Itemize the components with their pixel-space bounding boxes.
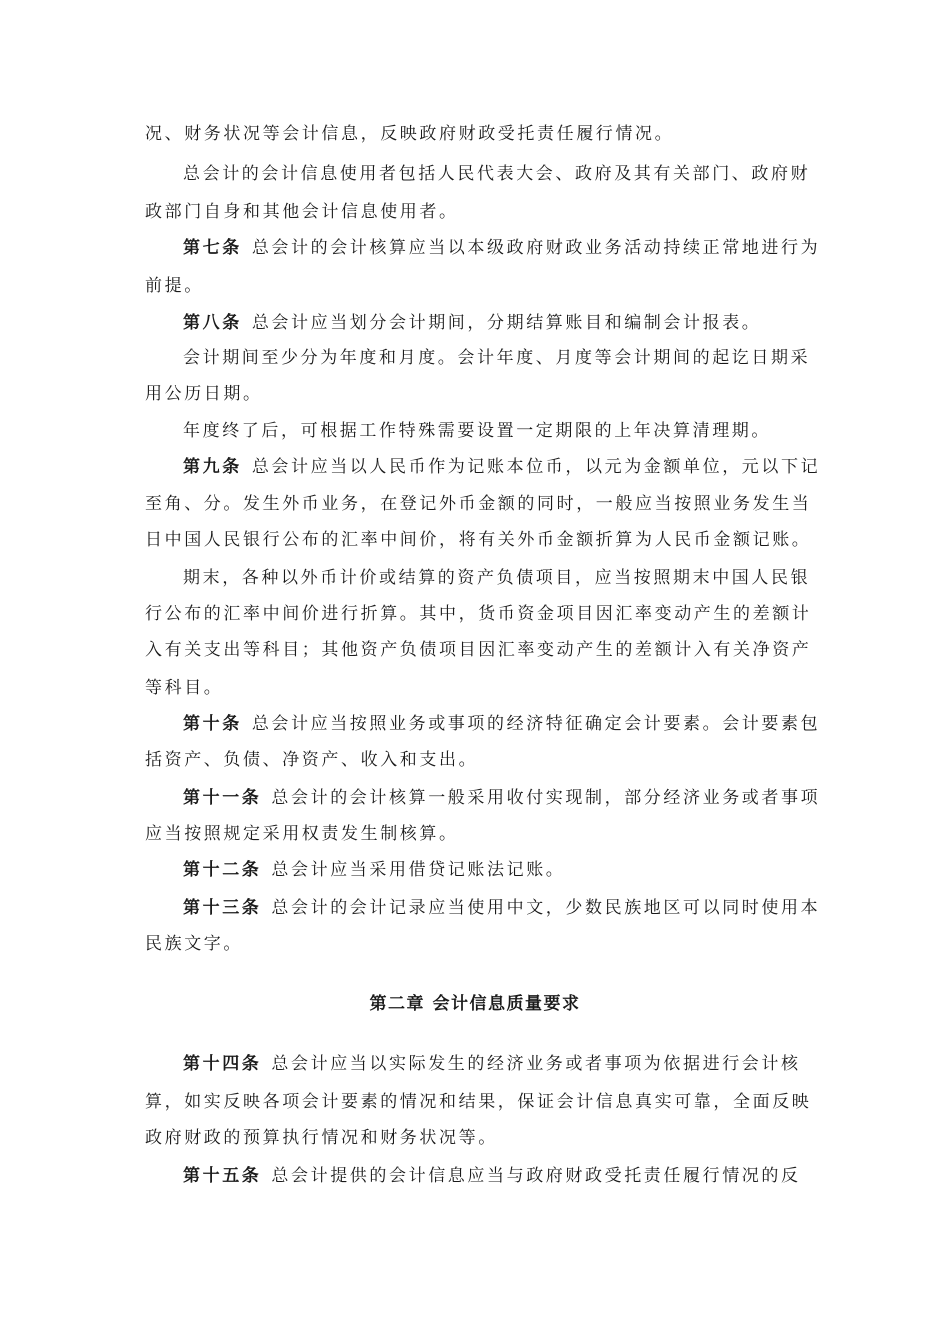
text-line: 会计期间至少分为年度和月度。会计年度、月度等会计期间的起讫日期采 <box>183 348 811 368</box>
text-line: 总会计的会计核算应当以本级政府财政业务活动持续正常地进行为 <box>251 238 821 258</box>
text-line: 等科目。 <box>145 678 224 698</box>
article-number: 第九条 <box>183 457 242 477</box>
text-line: 政府财政的预算执行情况和财务状况等。 <box>145 1128 498 1148</box>
article-number: 第十一条 <box>183 788 262 808</box>
article-first-line <box>183 858 815 882</box>
article-first-line <box>183 455 821 479</box>
text-line: 总会计应当以人民币作为记账本位币，以元为金额单位，元以下记 <box>251 457 821 477</box>
text-line: 用公历日期。 <box>145 384 263 404</box>
text-line: 前提。 <box>145 276 204 296</box>
text-line: 总会计应当按照业务或事项的经济特征确定会计要素。会计要素包 <box>251 714 821 734</box>
text-line: 总会计的会计核算一般采用收付实现制，部分经济业务或者事项 <box>271 788 821 808</box>
text-line: 入有关支出等科目；其他资产负债项目因汇率变动产生的差额计入有关净资产 <box>145 640 812 660</box>
article-number: 第十二条 <box>183 860 262 880</box>
article-number: 第七条 <box>183 238 242 258</box>
text-line: 总会计的会计信息使用者包括人民代表大会、政府及其有关部门、政府财 <box>183 164 811 184</box>
article-number: 第十三条 <box>183 898 262 918</box>
article-first-line <box>183 712 821 736</box>
article-first-line <box>183 1164 815 1188</box>
chapter-heading: 第二章 会计信息质量要求 <box>369 994 581 1014</box>
text-line: 括资产、负债、净资产、收入和支出。 <box>145 750 479 770</box>
article-first-line <box>183 896 821 920</box>
text-line: 算，如实反映各项会计要素的情况和结果，保证会计信息真实可靠，全面反映 <box>145 1092 812 1112</box>
article-number: 第十条 <box>183 714 242 734</box>
text-line: 总会计的会计记录应当使用中文，少数民族地区可以同时使用本 <box>271 898 821 918</box>
text-line: 应当按照规定采用权责发生制核算。 <box>145 824 459 844</box>
article-first-line <box>183 236 821 260</box>
text-line: 日中国人民银行公布的汇率中间价，将有关外币金额折算为人民币金额记账。 <box>145 530 812 550</box>
text-line: 总会计提供的会计信息应当与政府财政受托责任履行情况的反 <box>271 1166 801 1186</box>
text-line: 总会计应当采用借贷记账法记账。 <box>271 860 566 880</box>
article-number: 第八条 <box>183 313 242 333</box>
text-line: 总会计应当以实际发生的经济业务或者事项为依据进行会计核 <box>271 1054 801 1074</box>
text-line: 政部门自身和其他会计信息使用者。 <box>145 202 459 222</box>
text-line: 行公布的汇率中间价进行折算。其中，货币资金项目因汇率变动产生的差额计 <box>145 604 812 624</box>
article-first-line <box>183 311 815 335</box>
article-number: 第十四条 <box>183 1054 262 1074</box>
article-first-line <box>183 786 821 810</box>
text-line: 至角、分。发生外币业务，在登记外币金额的同时，一般应当按照业务发生当 <box>145 494 812 514</box>
text-line: 民族文字。 <box>145 934 243 954</box>
article-number: 第十五条 <box>183 1166 262 1186</box>
text-line: 况、财务状况等会计信息，反映政府财政受托责任履行情况。 <box>145 124 675 144</box>
text-line: 年度终了后，可根据工作特殊需要设置一定期限的上年决算清理期。 <box>183 421 771 441</box>
text-line: 总会计应当划分会计期间，分期结算账目和编制会计报表。 <box>251 313 762 333</box>
text-line: 期末，各种以外币计价或结算的资产负债项目，应当按照期末中国人民银 <box>183 568 811 588</box>
article-first-line <box>183 1052 815 1076</box>
